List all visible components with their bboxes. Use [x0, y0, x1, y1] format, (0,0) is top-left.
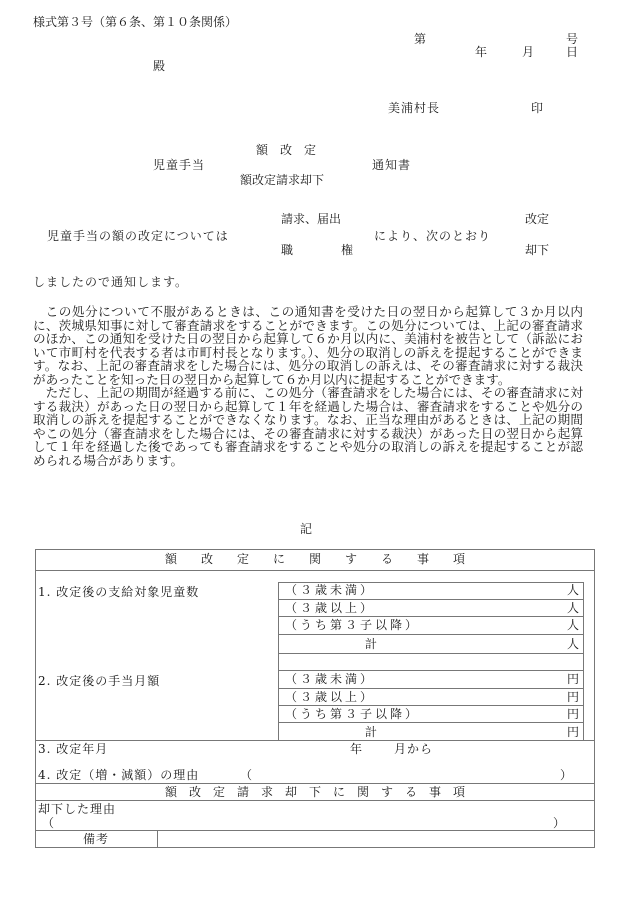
divider	[278, 705, 584, 706]
intro-basis-authority-1: 職	[281, 243, 294, 257]
subtable-left-border	[278, 582, 279, 740]
intro-result-rejection: 却下	[525, 243, 550, 257]
issuer-name: 美浦村長	[388, 101, 441, 115]
row-label: 計	[365, 637, 378, 651]
intro-middle: により、次のとおり	[374, 229, 492, 243]
addressee-suffix: 殿	[153, 59, 166, 73]
row-label: （３歳未満）	[285, 583, 376, 597]
title-left: 児童手当	[153, 158, 206, 172]
row-label: （３歳以上）	[285, 601, 376, 615]
remarks-label: 備考	[82, 832, 109, 846]
divider	[278, 653, 584, 654]
row-unit: 人	[566, 583, 579, 597]
divider	[35, 570, 595, 571]
row-unit: 円	[566, 725, 579, 739]
appeal-notice	[33, 305, 583, 467]
item4-open-paren: （	[240, 768, 253, 782]
intro-closing: しましたので通知します。	[33, 275, 189, 289]
divider	[35, 800, 595, 801]
intro-result-revision: 改定	[525, 212, 550, 226]
row-unit: 人	[566, 637, 579, 651]
divider	[278, 688, 584, 689]
item3-label: 3. 改定年月	[38, 742, 109, 756]
row-label: 計	[365, 725, 378, 739]
intro-basis-request: 請求、届出	[281, 212, 342, 226]
divider	[35, 740, 595, 741]
appeal-notice-paragraph-1: この処分について不服があるときは、この通知書を受けた日の翌日から起算して３か月以内に、茨城県知事に対して審査請求をすることができます。この処分については、上記の審査請求のほか、この通知を受けた日の翌日から起算して６か月以内に、美浦村を被告として（訴訟において市町村を代表する者は市町村長となります。）、処分の取消しの訴えを提起することができます。なお、上記の審査請求をした場合には、処分の取消しの訴えは、その審査請求に対する裁決があったことを知った日の翌日から起算して６か月以内に提起することができます。	[33, 304, 583, 387]
item3-year: 年	[350, 742, 363, 756]
form-number: 様式第３号（第６条、第１０条関係）	[33, 15, 238, 29]
divider	[35, 783, 595, 784]
row-unit: 人	[566, 618, 579, 632]
divider	[278, 634, 584, 635]
title-option-rejection: 額改定請求却下	[240, 173, 325, 187]
seal-mark: 印	[531, 101, 544, 115]
appeal-notice-paragraph-2: ただし、上記の期間が経過する前に、この処分（審査請求をした場合には、その審査請求に対する裁決）があった日の翌日から起算して１年を経過した場合は、審査請求をすることや処分の取消しの訴えを提起することができなくなります。なお、正当な理由があるときは、上記の期間やこの処分（審査請求をした場合には、その審査請求に対する裁決）があった日の翌日から起算して１年を経過した後であっても審査請求をすることや処分の取消しの訴えを提起することが認められる場合があります。	[33, 385, 583, 468]
row-unit: 円	[566, 690, 579, 704]
item2-label: 2. 改定後の手当月額	[38, 674, 161, 688]
document-number-suffix: 号	[566, 32, 579, 46]
divider	[278, 599, 584, 600]
rejection-close-paren: ）	[553, 816, 566, 830]
document-number-prefix: 第	[414, 32, 427, 46]
title-option-revision: 額 改 定	[256, 143, 317, 157]
intro-lead: 児童手当の額の改定については	[47, 229, 229, 243]
rejection-reason-label: 却下した理由	[38, 802, 117, 816]
ki-heading: 記	[300, 522, 313, 536]
date-year: 年	[475, 45, 488, 59]
title-right: 通知書	[372, 158, 412, 172]
remarks-field[interactable]	[158, 831, 594, 847]
item4-label: 4. 改定（増・減額）の理由	[38, 768, 200, 782]
item3-month-from: 月から	[394, 742, 434, 756]
divider	[278, 616, 584, 617]
subtable-right-border	[583, 582, 584, 740]
row-label: （うち第３子以降）	[285, 618, 421, 632]
section-revision-heading: 額 改 定 に 関 す る 事 項	[164, 552, 465, 566]
row-label: （３歳以上）	[285, 690, 376, 704]
item4-close-paren: ）	[560, 768, 573, 782]
row-unit: 人	[566, 601, 579, 615]
section-rejection-heading: 額 改 定 請 求 却 下 に 関 す る 事 項	[164, 785, 465, 799]
date-month: 月	[522, 45, 535, 59]
rejection-open-paren: （	[42, 816, 55, 830]
divider	[278, 722, 584, 723]
row-label: （３歳未満）	[285, 672, 376, 686]
divider	[278, 670, 584, 671]
intro-basis-authority-2: 権	[341, 243, 354, 257]
date-day: 日	[566, 45, 579, 59]
row-label: （うち第３子以降）	[285, 707, 421, 721]
row-unit: 円	[566, 707, 579, 721]
item1-label: 1. 改定後の支給対象児童数	[38, 585, 200, 599]
row-unit: 円	[566, 672, 579, 686]
